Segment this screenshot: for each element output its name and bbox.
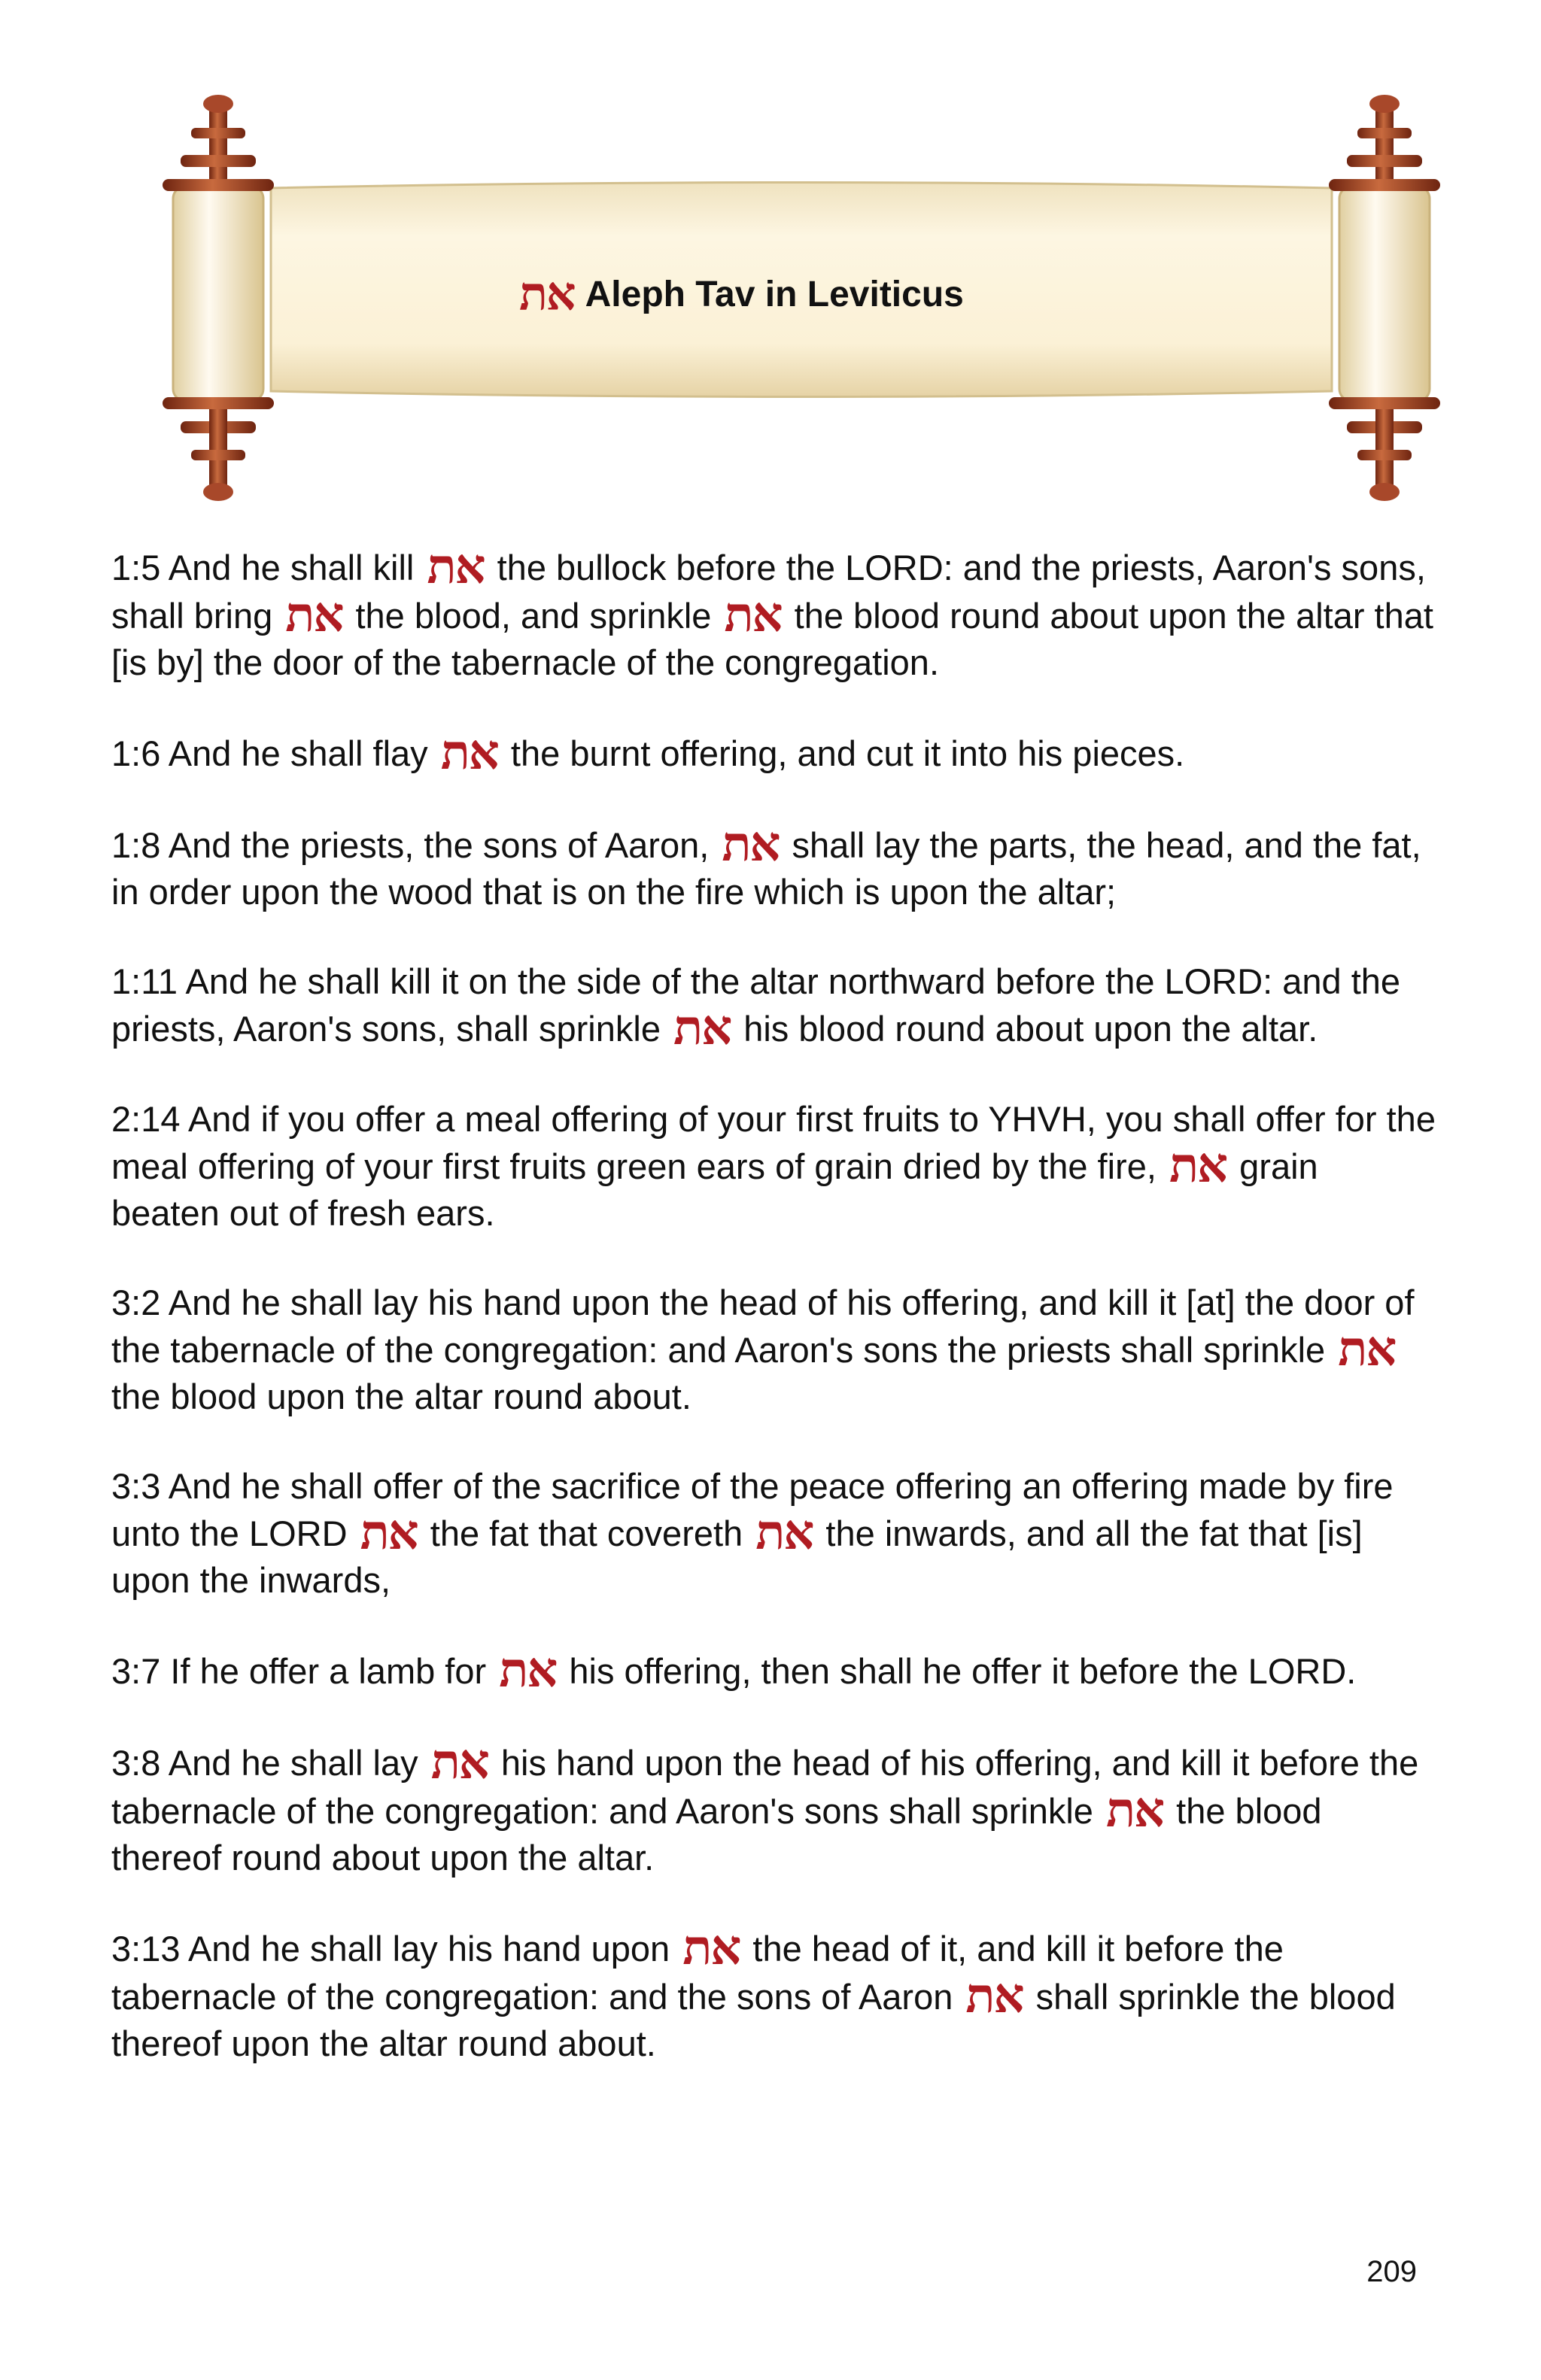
- verse-text: the inwards, and all the fat that [is] upon the inwards,: [111, 1513, 1363, 1600]
- verse-text: 2:14 And if you offer a meal offering of your first fruits to YHVH, you shall offer for the meal offering of your first fruits green ears of grain dried by the fire,: [111, 1099, 1436, 1186]
- aleph-tav-glyph: את: [499, 1642, 557, 1698]
- verse-paragraph: [111, 1642, 1436, 1698]
- verse-paragraph: [111, 1280, 1436, 1419]
- verse-text: his hand upon the head of his offering, and kill it before the tabernacle of the congregation: and Aaron's sons shall sprinkle: [111, 1743, 1419, 1831]
- verse-text: shall lay the parts, the head, and the fat, in order upon the wood that is on the fire which is upon the altar;: [111, 825, 1421, 912]
- right-roller: [1329, 95, 1440, 501]
- verse-text: the blood thereof round about upon the altar.: [111, 1791, 1322, 1878]
- aleph-tav-glyph: את: [1169, 1137, 1227, 1194]
- aleph-tav-glyph: את: [965, 1968, 1023, 2024]
- aleph-tav-glyph: את: [427, 539, 485, 595]
- verse-text: the blood round about upon the altar that [is by] the door of the tabernacle of the congregation.: [111, 596, 1433, 682]
- verse-text: his offering, then shall he offer it before the LORD.: [559, 1651, 1357, 1691]
- aleph-tav-glyph: את: [360, 1504, 418, 1561]
- verse-text: the blood, and sprinkle: [345, 596, 722, 636]
- verse-text: the bullock before the LORD: and the priests, Aaron's sons, shall bring: [111, 548, 1426, 636]
- verse-text: 3:8 And he shall lay: [111, 1743, 428, 1783]
- aleph-tav-glyph: את: [519, 266, 575, 321]
- verse-text: grain beaten out of fresh ears.: [111, 1146, 1318, 1233]
- page-title-text: Aleph Tav in Leviticus: [585, 274, 964, 314]
- aleph-tav-glyph: את: [430, 1734, 488, 1790]
- aleph-tav-glyph: את: [285, 587, 343, 643]
- verse-paragraph: [111, 816, 1436, 915]
- aleph-tav-glyph: את: [755, 1504, 813, 1561]
- verse-text: the head of it, and kill it before the tabernacle of the congregation: and the sons of Aaron: [111, 1929, 1284, 2017]
- scroll-banner: [158, 83, 1445, 512]
- verse-text: his blood round about upon the altar.: [734, 1009, 1318, 1049]
- verse-paragraph: [111, 1096, 1436, 1236]
- verse-paragraph: [111, 724, 1436, 781]
- left-roller: [163, 95, 274, 501]
- aleph-tav-glyph: את: [682, 1920, 740, 1976]
- aleph-tav-glyph: את: [724, 587, 782, 643]
- verse-text: the blood upon the altar round about.: [111, 1377, 691, 1416]
- page-number: 209: [1366, 2255, 1417, 2288]
- verse-text: the burnt offering, and cut it into his pieces.: [500, 733, 1185, 773]
- verse-paragraph: [111, 539, 1436, 685]
- page-title: [519, 266, 1196, 321]
- verse-paragraph: [111, 958, 1436, 1056]
- verse-paragraph: [111, 1463, 1436, 1603]
- verse-text: 3:3 And he shall offer of the sacrifice of the peace offering an offering made by fire unto the LORD: [111, 1466, 1394, 1553]
- verse-text: 1:11 And he shall kill it on the side of the altar northward before the LORD: and the priests, Aaron's sons, shall sprinkle: [111, 961, 1401, 1049]
- verse-text: 3:2 And he shall lay his hand upon the head of his offering, and kill it [at] the door of the tabernacle of the congregation: and Aaron's sons the priests shall sprinkle: [111, 1283, 1415, 1370]
- aleph-tav-glyph: את: [1105, 1782, 1164, 1838]
- verse-text: 1:5 And he shall kill: [111, 548, 424, 587]
- verse-text: 3:7 If he offer a lamb for: [111, 1651, 497, 1691]
- verse-text: the fat that covereth: [420, 1513, 753, 1553]
- verse-text: 1:8 And the priests, the sons of Aaron,: [111, 825, 719, 865]
- aleph-tav-glyph: את: [440, 724, 498, 781]
- verse-list: [111, 539, 1436, 2110]
- aleph-tav-glyph: את: [1338, 1321, 1396, 1377]
- verse-text: 1:6 And he shall flay: [111, 733, 438, 773]
- aleph-tav-glyph: את: [673, 1000, 731, 1056]
- verse-paragraph: [111, 1734, 1436, 1881]
- verse-paragraph: [111, 1920, 1436, 2066]
- verse-text: shall sprinkle the blood thereof upon the altar round about.: [111, 1977, 1396, 2063]
- verse-text: 3:13 And he shall lay his hand upon: [111, 1929, 680, 1969]
- aleph-tav-glyph: את: [722, 816, 780, 873]
